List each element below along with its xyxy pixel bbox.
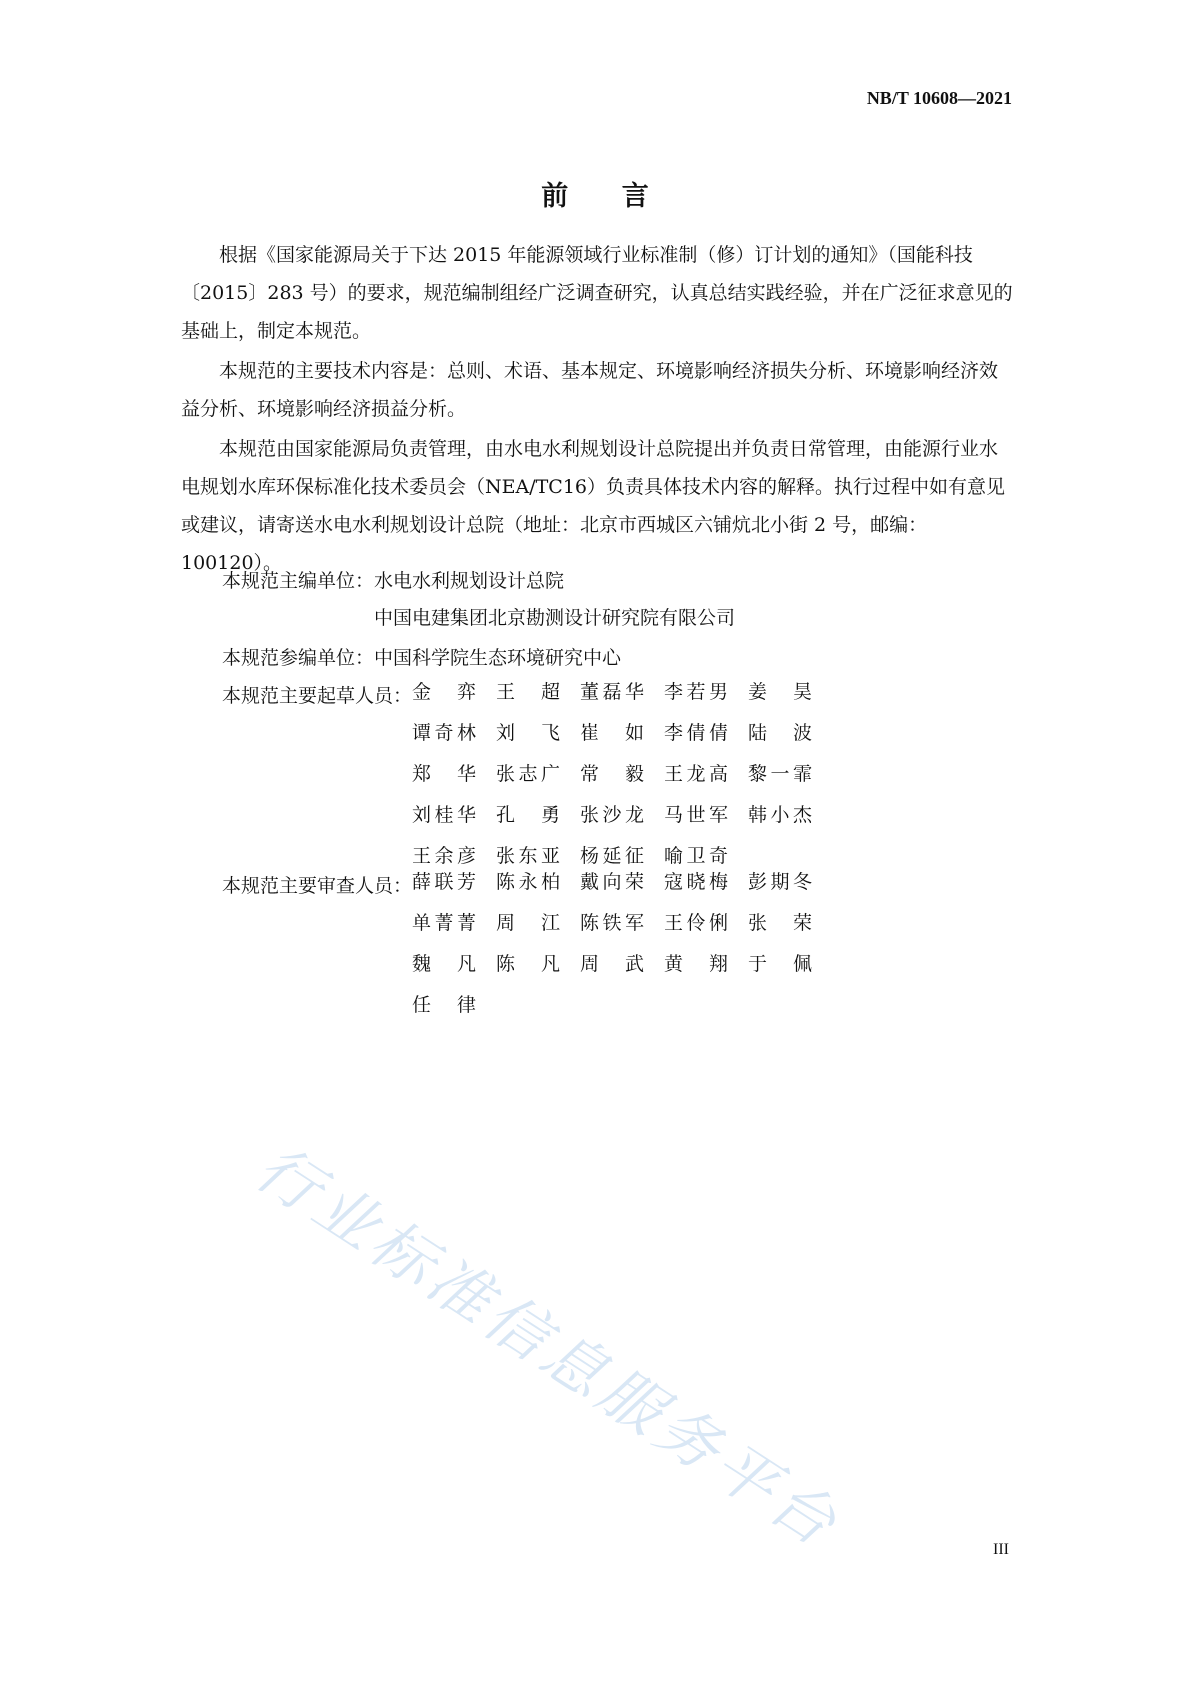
drafters-name: 郑 华 — [412, 763, 477, 785]
drafters-label: 本规范主要起草人员： — [222, 685, 413, 707]
paragraph-management: 本规范由国家能源局负责管理，由水电水利规划设计总院提出并负责日常管理，由能源行业水电规划水库环保标准化技术委员会（NEA/TC16）负责具体技术内容的解释。执行过程中如有意见或建议，请寄送水电水利规划设计总院（地址：北京市西城区六铺炕北小街 2 号，邮编：100120）。 — [181, 438, 1006, 574]
chief-units-block — [222, 566, 735, 648]
drafters-name: 董磊华 — [580, 681, 645, 703]
reviewers-list — [412, 871, 832, 1035]
reviewers-name: 魏 凡 — [412, 953, 477, 975]
reviewers-block — [222, 871, 832, 1035]
paragraph-basis: 根据《国家能源局关于下达 2015 年能源领域行业标准制（修）订计划的通知》（国能科技〔2015〕283 号）的要求，规范编制组经广泛调查研究，认真总结实践经验，并在广泛征求意见的基础上，制定本规范。 — [181, 244, 1013, 342]
drafters-name: 陆 波 — [748, 722, 813, 744]
drafters-name: 杨延征 — [580, 845, 645, 867]
participating-unit-1: 中国科学院生态环境研究中心 — [374, 647, 622, 669]
drafters-name: 张东亚 — [496, 845, 561, 867]
participating-units-block — [222, 643, 621, 684]
chief-unit-2: 中国电建集团北京勘测设计研究院有限公司 — [374, 607, 736, 629]
drafters-name: 张志广 — [496, 763, 561, 785]
reviewers-name: 彭期冬 — [748, 871, 813, 893]
reviewers-name: 陈 凡 — [496, 953, 561, 975]
drafters-name: 崔 如 — [580, 722, 645, 744]
drafters-list — [412, 681, 832, 886]
reviewers-name: 张 荣 — [748, 912, 813, 934]
drafters-name: 孔 勇 — [496, 804, 561, 826]
drafters-name: 金 弈 — [412, 681, 477, 703]
page-title: 前 言 — [541, 181, 671, 212]
drafters-name: 喻卫奇 — [664, 845, 729, 867]
foreword-body — [181, 236, 1013, 584]
drafters-name: 韩小杰 — [748, 804, 813, 826]
drafters-name: 黎一霏 — [748, 763, 813, 785]
reviewers-name: 寇晓梅 — [664, 871, 729, 893]
reviewers-name: 黄 翔 — [664, 953, 729, 975]
drafters-name: 刘 飞 — [496, 722, 561, 744]
drafters-name: 刘桂华 — [412, 804, 477, 826]
drafters-name: 常 毅 — [580, 763, 645, 785]
drafters-name: 张沙龙 — [580, 804, 645, 826]
reviewers-name: 单菁菁 — [412, 912, 477, 934]
drafters-name: 姜 昊 — [748, 681, 813, 703]
participating-units-label: 本规范参编单位： — [222, 647, 375, 669]
drafters-name: 李若男 — [664, 681, 729, 703]
drafters-name: 王 超 — [496, 681, 561, 703]
reviewers-name: 陈铁军 — [580, 912, 645, 934]
reviewers-name: 周 武 — [580, 953, 645, 975]
drafters-name: 王龙高 — [664, 763, 729, 785]
reviewers-name: 陈永柏 — [496, 871, 561, 893]
reviewers-label: 本规范主要审查人员： — [222, 875, 413, 897]
drafters-name: 王余彦 — [412, 845, 477, 867]
reviewers-name: 戴向荣 — [580, 871, 645, 893]
watermark: 行业标准信息服务平台 — [243, 1130, 854, 1563]
reviewers-name: 周 江 — [496, 912, 561, 934]
reviewers-name: 薛联芳 — [412, 871, 477, 893]
document-code: NB/T 10608—2021 — [866, 88, 1012, 108]
reviewers-name: 于 佩 — [748, 953, 813, 975]
drafters-name: 李倩倩 — [664, 722, 729, 744]
drafters-name: 马世军 — [664, 804, 729, 826]
paragraph-content: 本规范的主要技术内容是：总则、术语、基本规定、环境影响经济损失分析、环境影响经济效益分析、环境影响经济损益分析。 — [181, 360, 999, 420]
drafters-name: 谭奇林 — [412, 722, 477, 744]
chief-unit-1: 水电水利规划设计总院 — [374, 570, 565, 592]
drafters-block — [222, 681, 832, 886]
reviewers-name: 王伶俐 — [664, 912, 729, 934]
reviewers-name: 任 律 — [412, 994, 477, 1016]
chief-units-label: 本规范主编单位： — [222, 570, 375, 592]
page-number: III — [993, 1541, 1009, 1558]
